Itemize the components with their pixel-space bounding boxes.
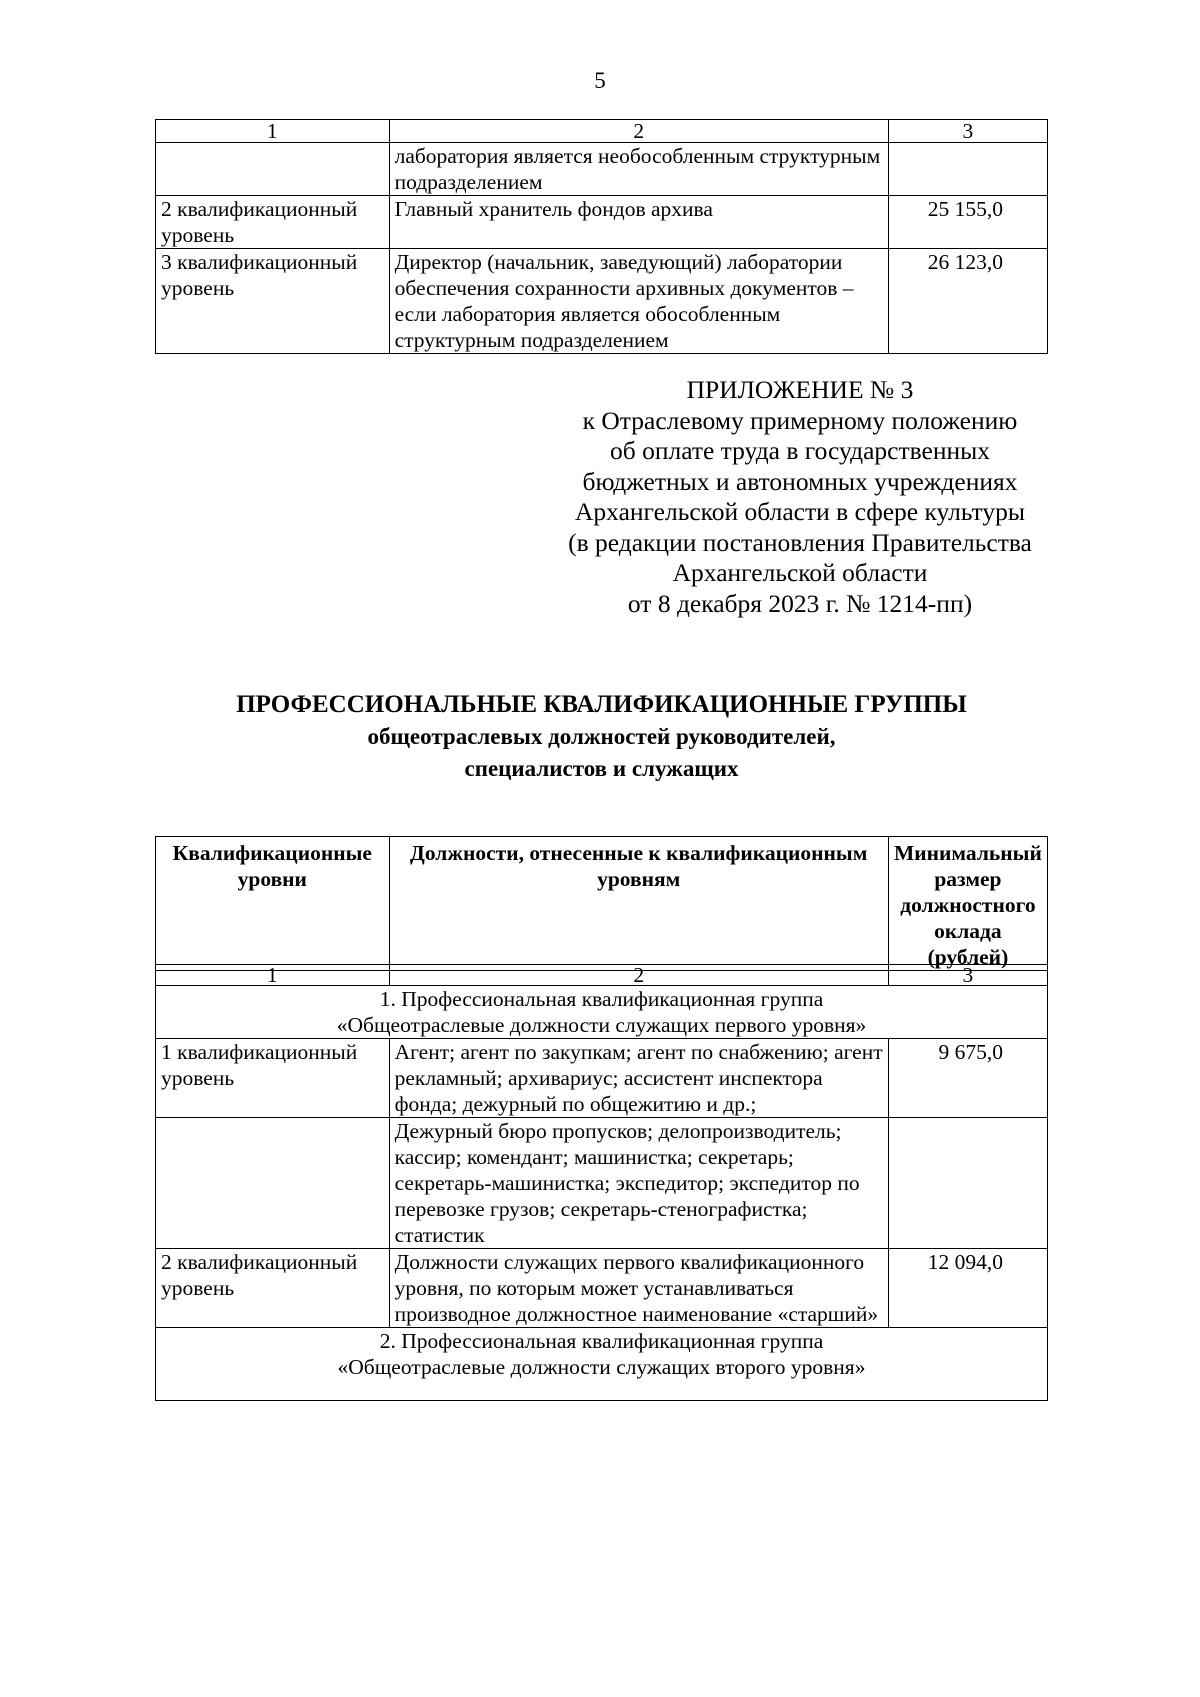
salary-cell: 26 123,0 [888, 249, 1047, 354]
column-number: 2 [389, 965, 888, 986]
table-row [156, 196, 1048, 249]
column-number: 1 [156, 965, 390, 986]
group-title-line: «Общеотраслевые должности служащих первого уровня» [336, 1013, 867, 1037]
table-row [156, 143, 1048, 196]
salary-cell [888, 1118, 1047, 1249]
continuation-table [155, 119, 1048, 354]
group-title-line: 2. Профессиональная квалификационная группа [379, 1329, 824, 1353]
title-main: ПРОФЕССИОНАЛЬНЫЕ КВАЛИФИКАЦИОННЫЕ ГРУППЫ [236, 691, 967, 718]
group-title-line: 1. Профессиональная квалификационная группа [379, 987, 824, 1011]
title-subtitle: общеотраслевых должностей руководителей, [367, 724, 836, 749]
salary-cell [888, 143, 1047, 196]
salary-cell: 9 675,0 [888, 1039, 1047, 1118]
column-number-row [156, 965, 1048, 986]
table-row [156, 1249, 1048, 1328]
header-levels: Квалификационные уровни [156, 837, 390, 971]
salary-cell: 25 155,0 [888, 196, 1047, 249]
position-cell: лаборатория является необособленным структурным подразделением [389, 143, 888, 196]
position-cell: Должности служащих первого квалификационного уровня, по которым может устанавливаться производное должностное наименование «старший» [389, 1249, 888, 1328]
position-cell: Главный хранитель фондов архива [389, 196, 888, 249]
group-title [156, 986, 1048, 1039]
title-subtitle: специалистов и служащих [464, 756, 739, 781]
level-cell [156, 1118, 390, 1249]
position-cell: Директор (начальник, заведующий) лаборатории обеспечения сохранности архивных документов – если лаборатория является обособленным структурным подразделением [389, 249, 888, 354]
appendix-line: об оплате труда в государственных [609, 436, 991, 465]
salary-cell: 12 094,0 [888, 1249, 1047, 1328]
level-cell: 2 квалификационный уровень [156, 196, 390, 249]
column-number-row [156, 120, 1048, 143]
appendix-line: от 8 декабря 2023 г. № 1214-пп) [627, 588, 973, 618]
column-number: 1 [156, 120, 390, 143]
level-cell: 2 квалификационный уровень [156, 1249, 390, 1328]
appendix-line: бюджетных и автономных учреждениях [582, 466, 1018, 496]
column-number: 2 [389, 120, 888, 143]
table-row [156, 1039, 1048, 1118]
header-positions: Должности, отнесенные к квалификационным уровням [389, 837, 888, 971]
position-cell: Агент; агент по закупкам; агент по снабжению; агент рекламный; архивариус; ассистент инспектора фонда; дежурный по общежитию и др.; [389, 1039, 888, 1118]
level-cell: 3 квалификационный уровень [156, 249, 390, 354]
column-number: 3 [888, 120, 1047, 143]
header-row [156, 837, 1048, 971]
page-number: 5 [594, 68, 606, 93]
position-cell: Дежурный бюро пропусков; делопроизводитель; кассир; комендант; машинистка; секретарь; секретарь-машинистка; экспедитор; экспедитор по перевозке грузов; секретарь-стенографистка; статистик [389, 1118, 888, 1249]
appendix-header [560, 375, 1040, 619]
level-cell [156, 143, 390, 196]
main-table [155, 964, 1048, 1401]
column-number: 3 [888, 965, 1047, 986]
document-title [155, 689, 1048, 785]
table-row [156, 1118, 1048, 1249]
appendix-line: Архангельской области [672, 558, 928, 587]
main-table-header [155, 836, 1048, 971]
header-salary: Минимальный размер должностного оклада (рублей) [888, 837, 1047, 971]
group-title-line: «Общеотраслевые должности служащих второго уровня» [337, 1355, 866, 1379]
group-title [156, 1328, 1048, 1401]
group-row [156, 986, 1048, 1039]
appendix-line: (в редакции постановления Правительства [568, 527, 1032, 557]
group-row [156, 1328, 1048, 1401]
level-cell: 1 квалификационный уровень [156, 1039, 390, 1118]
appendix-line: Архангельской области в сфере культуры [575, 497, 1025, 526]
appendix-line: к Отраслевому примерному положению [582, 405, 1018, 435]
table-row [156, 249, 1048, 354]
appendix-line: ПРИЛОЖЕНИЕ № 3 [686, 375, 914, 404]
